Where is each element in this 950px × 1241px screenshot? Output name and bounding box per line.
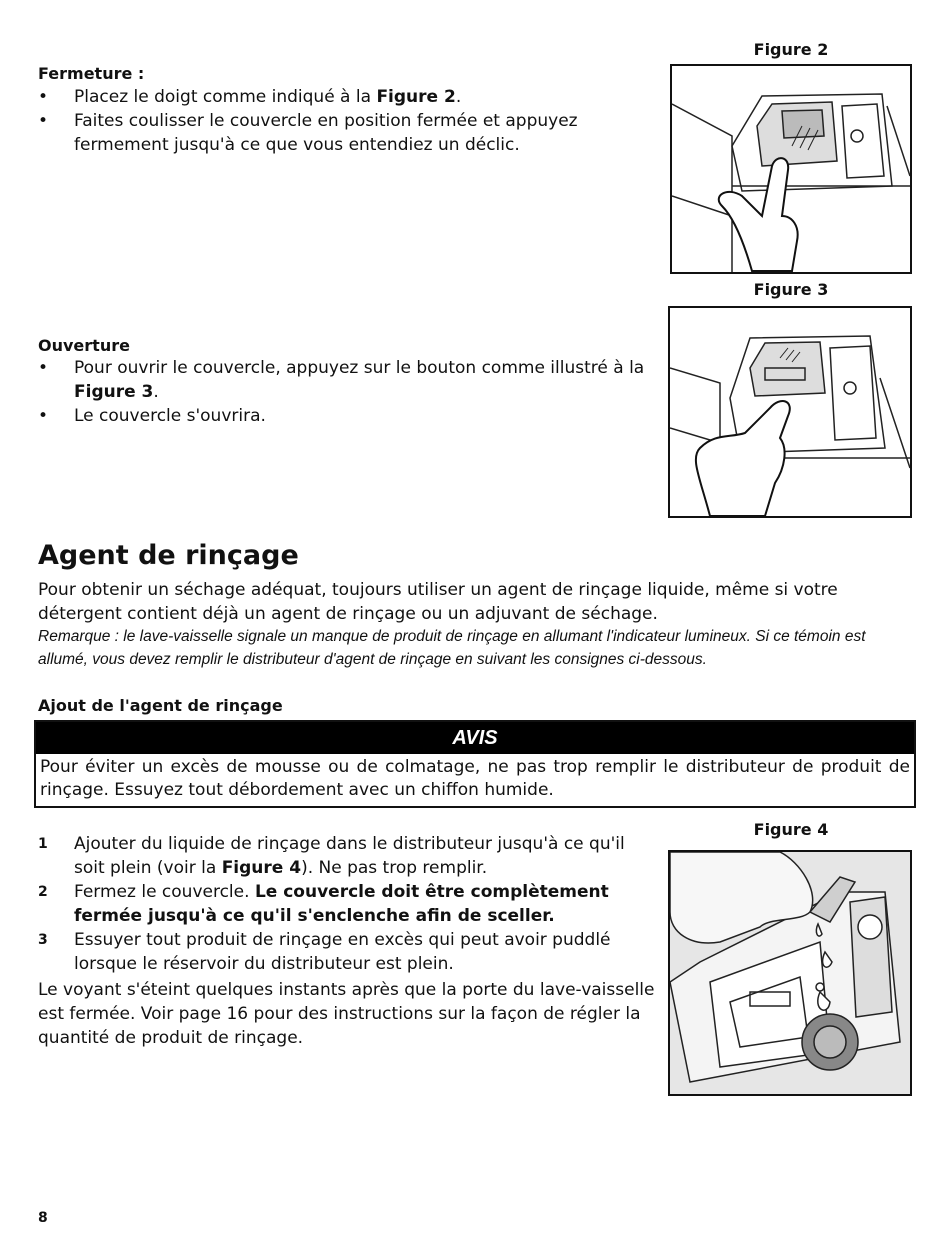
opening-bullet-2: • Le couvercle s'ouvrira. bbox=[38, 404, 660, 428]
opening-bullets bbox=[38, 356, 660, 428]
figure-2-illustration bbox=[670, 64, 912, 274]
figure-3-label: Figure 3 bbox=[753, 280, 829, 299]
closing-bullets bbox=[38, 85, 660, 157]
figure-2-ref: Figure 2 bbox=[376, 87, 456, 107]
rinse-intro: Pour obtenir un séchage adéquat, toujours utiliser un agent de rinçage liquide, même si votre détergent contient déjà un agent de rinçage ou un adjuvant de séchage. bbox=[38, 580, 838, 624]
closing-bullet-2: • Faites coulisser le couvercle en position fermée et appuyez fermement jusqu'à ce que vous entendiez un déclic. bbox=[38, 109, 660, 157]
page-number: 8 bbox=[38, 1210, 48, 1226]
rinse-aid-filling-drawing bbox=[670, 852, 910, 1094]
figure-3-illustration bbox=[668, 306, 912, 518]
rinse-subheading: Ajout de l'agent de rinçage bbox=[38, 696, 283, 715]
notice-box bbox=[34, 720, 916, 808]
closing-bullet-1: • Placez le doigt comme indiqué à la Figure 2. bbox=[38, 85, 660, 109]
figure-3-ref: Figure 3 bbox=[74, 382, 154, 402]
notice-text: Pour éviter un excès de mousse ou de colmatage, ne pas trop remplir le distributeur de produit de rinçage. Essuyez tout débordement avec un chiffon humide. bbox=[40, 757, 910, 800]
figure-4-illustration bbox=[668, 850, 912, 1096]
step-item: 3 Essuyer tout produit de rinçage en excès qui peut avoir puddlé lorsque le réservoir du distributeur est plein. bbox=[38, 930, 611, 974]
steps-list bbox=[38, 832, 660, 976]
dispenser-closing-drawing bbox=[672, 66, 910, 272]
figure-2-label: Figure 2 bbox=[753, 40, 829, 59]
opening-heading: Ouverture bbox=[38, 336, 130, 355]
closing-paragraph: Le voyant s'éteint quelques instants après que la porte du lave-vaisselle est fermée. Voir page 16 pour des instructions sur la façon de régler la quantité de produit de rinçage. bbox=[38, 980, 655, 1048]
figure-4-label: Figure 4 bbox=[753, 820, 829, 839]
section-title: Agent de rinçage bbox=[38, 540, 299, 571]
closing-heading: Fermeture : bbox=[38, 64, 145, 83]
rinse-remark: Remarque : le lave-vaisselle signale un manque de produit de rinçage en allumant l'indicateur lumineux. Si ce témoin est allumé, vous devez remplir le distributeur d'agent de rinçage en suivant les consignes ci-dessous. bbox=[38, 628, 866, 668]
step-item: 1 Ajouter du liquide de rinçage dans le distributeur jusqu'à ce qu'il soit plein (voir la Figure 4). Ne pas trop remplir. bbox=[38, 834, 625, 878]
notice-title: AVIS bbox=[36, 722, 914, 754]
opening-bullet-1: • Pour ouvrir le couvercle, appuyez sur le bouton comme illustré à la Figure 3. bbox=[38, 356, 660, 404]
dispenser-opening-drawing bbox=[670, 308, 910, 516]
step-item: 2 Fermez le couvercle. Le couvercle doit être complètement fermée jusqu'à ce qu'il s'enclenche afin de sceller. bbox=[38, 882, 609, 926]
